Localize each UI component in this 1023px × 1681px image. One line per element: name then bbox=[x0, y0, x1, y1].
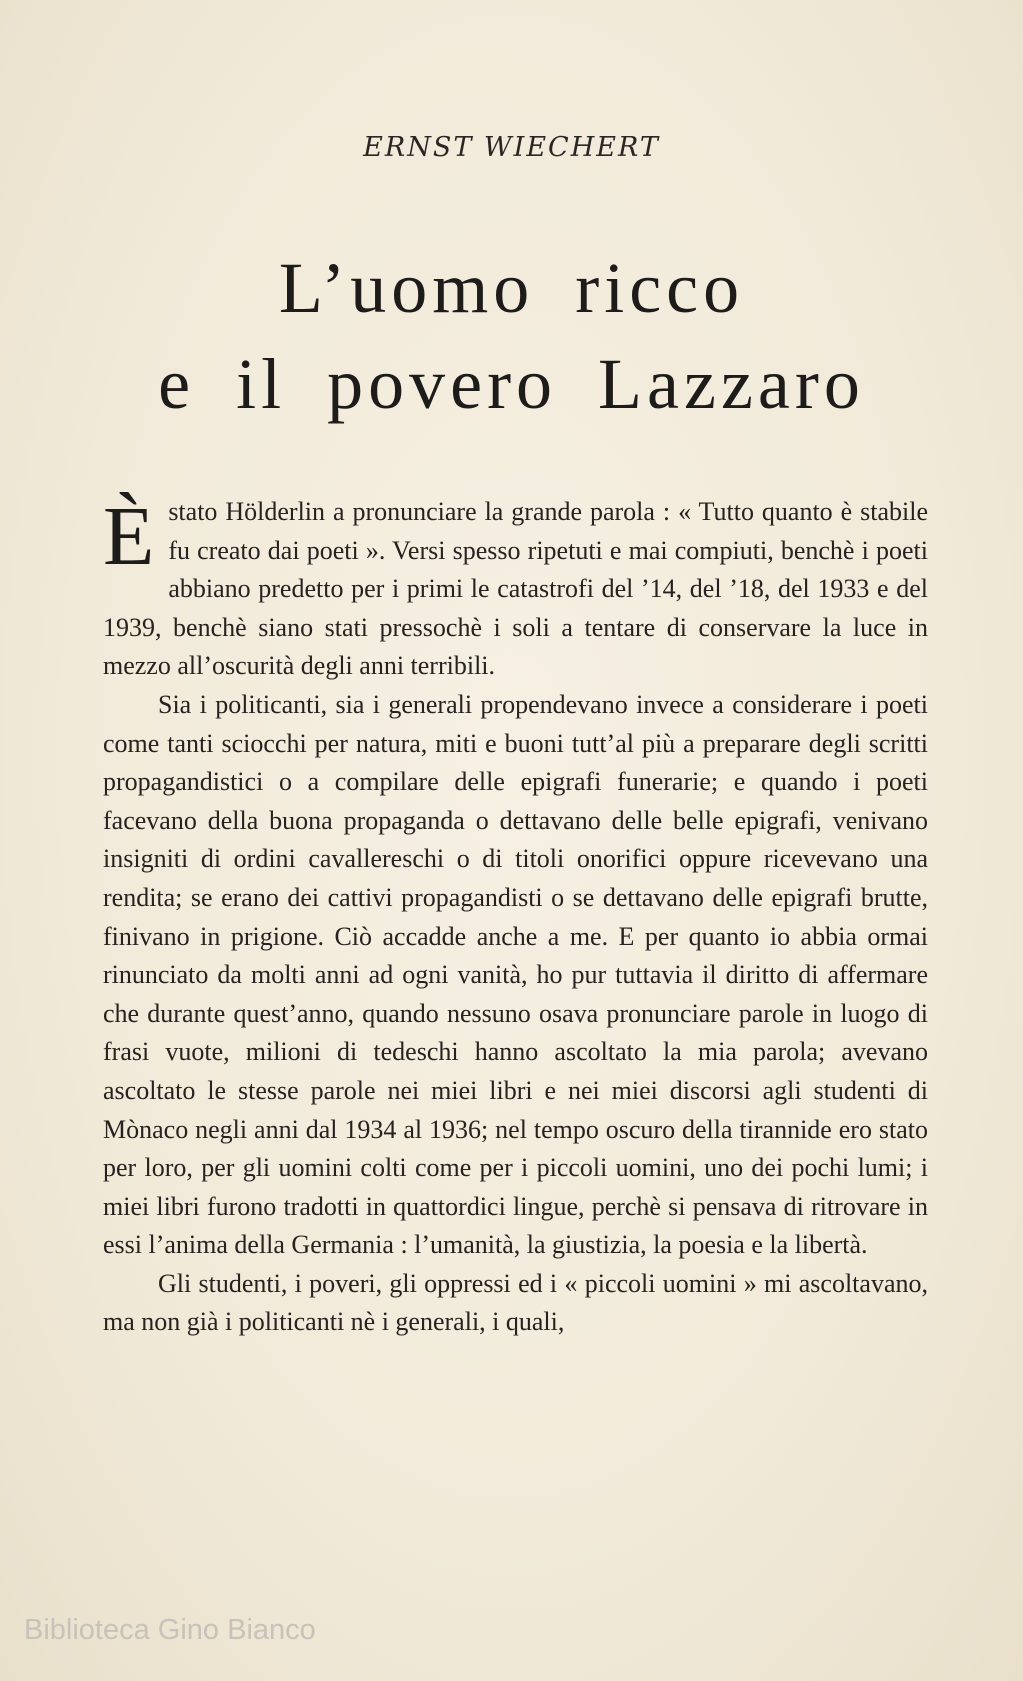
paragraph-1 bbox=[103, 490, 928, 686]
title-line-2: e il povero Lazzaro bbox=[158, 344, 865, 424]
title-line-1: L’uomo ricco bbox=[278, 248, 745, 328]
paragraph-3: Gli studenti, i poveri, gli oppressi ed i « piccoli uomini » mi ascoltavano, ma non già i politicanti nè i generali, i quali, bbox=[103, 1268, 928, 1337]
drop-cap: È bbox=[103, 490, 155, 583]
paragraph-1-text: stato Hölderlin a pronunciare la grande parola : « Tutto quanto è stabile fu creato dai poeti ». Versi spesso ripetuti e mai compiuti, benchè i poeti abbiano predetto per i primi le catastrofi del ’14, del ’18, del 1933 e del 1939, benchè siano stati pressochè i soli a tentare di conservare la luce in mezzo all’oscurità degli anni terribili. bbox=[103, 497, 928, 681]
paragraph-2: Sia i politicanti, sia i generali propendevano invece a considerare i poeti come tanti sciocchi per natura, miti e buoni tutt’al più a preparare degli scritti propagandistici o a compilare delle epigrafi funerarie; e quando i poeti facevano della buona propaganda o dettavano delle belle epigrafi, venivano insigniti di ordini cavallereschi o di titoli onorifici oppure ricevevano una rendita; se erano dei cattivi propagandisti o se dettavano delle epigrafi brutte, finivano in prigione. Ciò accadde anche a me. E per quanto io abbia ormai rinunciato da molti anni ad ogni vanità, ho pur tuttavia il diritto di affermare che durante quest’anno, quando nessuno osava pronunciare parole in luogo di frasi vuote, milioni di tedeschi hanno ascoltato la mia parola; avevano ascoltato le stesse parole nei miei libri e nei miei discorsi agli studenti di Mònaco negli anni dal 1934 al 1936; nel tempo oscuro della tirannide ero stato per loro, per gli uomini colti come per i piccoli uomini, uno dei pochi lumi; i miei libri furono tradotti in quattordici lingue, perchè si pensava di ritrovare in essi l’anima della Germania : l’umanità, la giustizia, la poesia e la libertà. bbox=[103, 689, 928, 1260]
chapter-title bbox=[0, 240, 1023, 432]
author-name: ERNST WIECHERT bbox=[363, 132, 660, 163]
body-text bbox=[103, 490, 928, 1342]
library-watermark: Biblioteca Gino Bianco bbox=[24, 1614, 316, 1646]
